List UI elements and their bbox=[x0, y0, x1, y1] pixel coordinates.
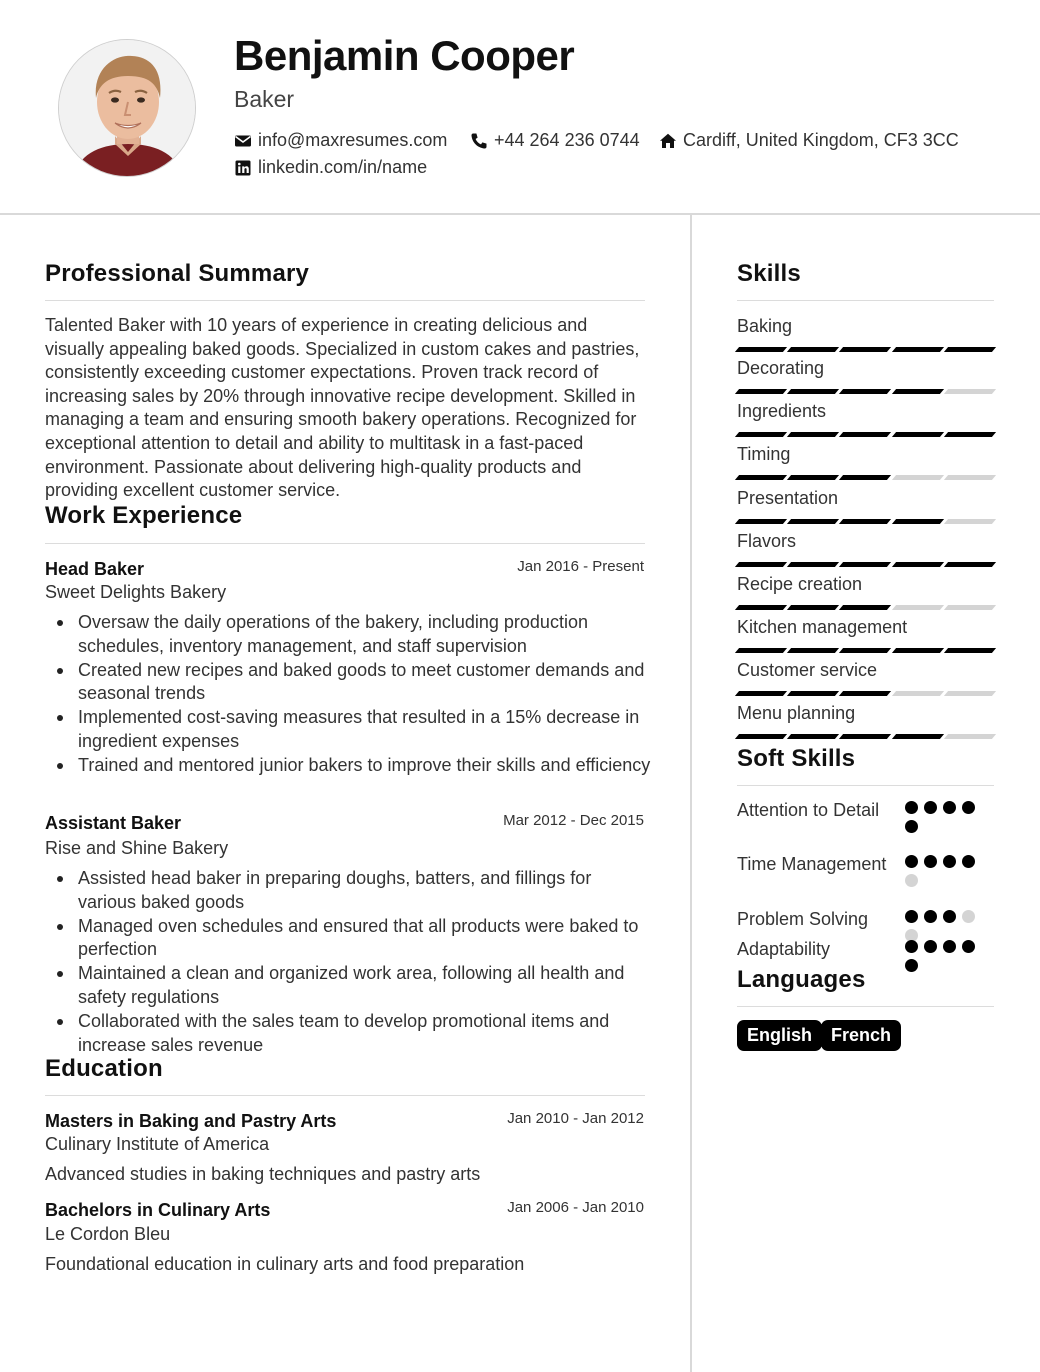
skill-name: Timing bbox=[737, 444, 791, 464]
skill-level-segment bbox=[735, 519, 787, 524]
skill-level-segment bbox=[839, 347, 891, 352]
soft-skill-dot bbox=[962, 801, 975, 814]
skill-item bbox=[737, 401, 994, 437]
job-bullet: Assisted head baker in preparing doughs, batters, and fillings for various baked goods bbox=[45, 867, 651, 914]
soft-skill-dots bbox=[905, 855, 985, 887]
home-icon bbox=[659, 132, 677, 150]
skill-level-segment bbox=[839, 475, 891, 480]
skill-name: Kitchen management bbox=[737, 617, 908, 637]
skill-level-segment bbox=[735, 605, 787, 610]
skill-level-segment bbox=[787, 734, 839, 739]
skill-level-segment bbox=[892, 519, 944, 524]
job-bullet: Implemented cost-saving measures that resulted in a 15% decrease in ingredient expenses bbox=[45, 706, 651, 753]
skill-level-segment bbox=[944, 347, 996, 352]
contact-address-text: Cardiff, United Kingdom, CF3 3CC bbox=[683, 130, 959, 150]
skill-level-bar bbox=[737, 432, 994, 437]
skill-level-segment bbox=[944, 691, 996, 696]
soft-skill-dot bbox=[905, 820, 918, 833]
contact-phone[interactable] bbox=[470, 130, 640, 151]
contact-linkedin[interactable] bbox=[234, 157, 427, 178]
soft-skills-rule bbox=[737, 785, 994, 786]
profile-photo-illustration bbox=[59, 40, 196, 177]
skill-level-segment bbox=[735, 475, 787, 480]
skill-level-segment bbox=[839, 562, 891, 567]
soft-skill-dot bbox=[943, 940, 956, 953]
skill-level-segment bbox=[944, 389, 996, 394]
skill-level-segment bbox=[787, 389, 839, 394]
education-degree: Masters in Baking and Pastry Arts bbox=[45, 1111, 337, 1131]
skill-level-bar bbox=[737, 562, 994, 567]
skill-level-segment bbox=[892, 605, 944, 610]
skill-level-segment bbox=[787, 347, 839, 352]
soft-skill-dot bbox=[962, 940, 975, 953]
contact-email[interactable] bbox=[234, 130, 447, 151]
education-degree: Bachelors in Culinary Arts bbox=[45, 1200, 271, 1220]
summary-text: Talented Baker with 10 years of experience in creating delicious and visually appealing baked goods. Specialized in custom cakes and pastries, consistently exceeding customer expectations. Proven track record of increasing sales by 20% through innovative recipe development. Skilled in managing a team and ensuring smooth bakery operations. Recognized for exceptional attention to detail and ability to multitask in a fast-paced environment. Passionate about delivering high-quality products and providing excellent customer service. bbox=[45, 315, 640, 501]
soft-skill-dot bbox=[924, 910, 937, 923]
envelope-icon bbox=[234, 132, 252, 150]
soft-skill-dot bbox=[943, 910, 956, 923]
soft-skill-dots bbox=[905, 801, 985, 833]
skill-item bbox=[737, 574, 994, 610]
skill-level-segment bbox=[735, 691, 787, 696]
soft-skill-dot bbox=[962, 855, 975, 868]
soft-skill-dot bbox=[905, 855, 918, 868]
skill-level-segment bbox=[787, 519, 839, 524]
education-school: Culinary Institute of America bbox=[45, 1134, 270, 1154]
skill-level-segment bbox=[787, 475, 839, 480]
experience-rule bbox=[45, 543, 645, 544]
job-bullet: Trained and mentored junior bakers to improve their skills and efficiency bbox=[45, 754, 651, 778]
skill-item bbox=[737, 444, 994, 480]
skill-level-bar bbox=[737, 347, 994, 352]
soft-skill-dot bbox=[924, 940, 937, 953]
soft-skill-dots bbox=[905, 910, 985, 942]
skill-level-segment bbox=[839, 519, 891, 524]
skill-item bbox=[737, 703, 994, 739]
candidate-name: Benjamin Cooper bbox=[234, 32, 575, 79]
linkedin-icon bbox=[234, 159, 252, 177]
education-rule bbox=[45, 1095, 645, 1096]
job-bullets bbox=[45, 611, 651, 778]
skill-level-bar bbox=[737, 519, 994, 524]
soft-skill-name: Problem Solving bbox=[737, 909, 869, 929]
skill-level-segment bbox=[944, 734, 996, 739]
soft-skill-dot bbox=[943, 801, 956, 814]
job-company: Sweet Delights Bakery bbox=[45, 582, 227, 602]
education-description: Advanced studies in baking techniques and pastry arts bbox=[45, 1164, 481, 1184]
skill-level-bar bbox=[737, 475, 994, 480]
skill-level-segment bbox=[944, 519, 996, 524]
soft-skill-name: Attention to Detail bbox=[737, 800, 880, 820]
candidate-title: Baker bbox=[234, 86, 295, 112]
soft-skill-dot bbox=[905, 910, 918, 923]
job-bullets bbox=[45, 867, 651, 1058]
contact-address bbox=[659, 130, 959, 151]
skill-level-segment bbox=[892, 648, 944, 653]
skill-level-segment bbox=[944, 648, 996, 653]
languages-heading: Languages bbox=[737, 966, 866, 993]
languages-rule bbox=[737, 1006, 994, 1007]
skill-level-segment bbox=[787, 691, 839, 696]
skill-level-segment bbox=[944, 432, 996, 437]
skill-level-segment bbox=[735, 432, 787, 437]
soft-skill-dot bbox=[924, 855, 937, 868]
phone-icon bbox=[470, 132, 488, 150]
contact-email-text: info@maxresumes.com bbox=[258, 130, 448, 150]
skill-level-segment bbox=[839, 605, 891, 610]
skill-level-segment bbox=[787, 605, 839, 610]
skill-item bbox=[737, 488, 994, 524]
skill-level-segment bbox=[839, 734, 891, 739]
skill-name: Presentation bbox=[737, 488, 839, 508]
education-description: Foundational education in culinary arts and food preparation bbox=[45, 1254, 525, 1274]
job-bullet: Oversaw the daily operations of the bakery, including production schedules, inventory management, and staff supervision bbox=[45, 611, 651, 658]
skill-level-bar bbox=[737, 389, 994, 394]
skill-level-segment bbox=[892, 347, 944, 352]
skill-name: Customer service bbox=[737, 660, 878, 680]
skills-heading: Skills bbox=[737, 260, 801, 287]
skill-item bbox=[737, 660, 994, 696]
resume-header bbox=[0, 0, 1040, 215]
skill-item bbox=[737, 617, 994, 653]
skill-item bbox=[737, 316, 994, 352]
skill-level-bar bbox=[737, 691, 994, 696]
soft-skill-dot bbox=[905, 959, 918, 972]
education-school: Le Cordon Bleu bbox=[45, 1224, 171, 1244]
summary-rule bbox=[45, 300, 645, 301]
job-dates: Jan 2016 - Present bbox=[517, 558, 644, 575]
skill-name: Decorating bbox=[737, 358, 825, 378]
skill-level-segment bbox=[839, 691, 891, 696]
skill-level-segment bbox=[735, 734, 787, 739]
summary-heading: Professional Summary bbox=[45, 260, 310, 287]
language-badge: French bbox=[821, 1020, 901, 1051]
skill-level-segment bbox=[892, 734, 944, 739]
skill-level-segment bbox=[839, 432, 891, 437]
skill-name: Baking bbox=[737, 316, 793, 336]
skill-item bbox=[737, 358, 994, 394]
soft-skill-name: Adaptability bbox=[737, 939, 831, 959]
skill-level-segment bbox=[892, 475, 944, 480]
job-bullet: Collaborated with the sales team to develop promotional items and increase sales revenue bbox=[45, 1010, 651, 1057]
job-bullet: Maintained a clean and organized work area, following all health and safety regulations bbox=[45, 962, 651, 1009]
skill-level-segment bbox=[839, 648, 891, 653]
skill-level-segment bbox=[892, 691, 944, 696]
soft-skill-name: Time Management bbox=[737, 854, 887, 874]
skill-level-segment bbox=[892, 432, 944, 437]
soft-skill-dot bbox=[962, 910, 975, 923]
soft-skills-heading: Soft Skills bbox=[737, 745, 856, 772]
job-dates: Mar 2012 - Dec 2015 bbox=[503, 812, 644, 829]
experience-heading: Work Experience bbox=[45, 502, 243, 529]
skill-level-segment bbox=[735, 389, 787, 394]
job-company: Rise and Shine Bakery bbox=[45, 838, 229, 858]
soft-skill-dot bbox=[905, 801, 918, 814]
skill-item bbox=[737, 531, 994, 567]
job-bullet: Created new recipes and baked goods to meet customer demands and seasonal trends bbox=[45, 659, 651, 706]
soft-skill-dots bbox=[905, 940, 985, 972]
column-divider bbox=[690, 215, 692, 1372]
education-dates: Jan 2010 - Jan 2012 bbox=[507, 1110, 644, 1127]
skill-level-segment bbox=[735, 347, 787, 352]
profile-photo bbox=[58, 39, 196, 177]
job-bullet: Managed oven schedules and ensured that all products were baked to perfection bbox=[45, 915, 651, 962]
soft-skill-dot bbox=[924, 801, 937, 814]
skill-level-segment bbox=[839, 389, 891, 394]
education-dates: Jan 2006 - Jan 2010 bbox=[507, 1199, 644, 1216]
job-role: Head Baker bbox=[45, 559, 145, 579]
skill-level-segment bbox=[944, 475, 996, 480]
skill-name: Recipe creation bbox=[737, 574, 863, 594]
skill-level-segment bbox=[787, 562, 839, 567]
contact-phone-text: +44 264 236 0744 bbox=[494, 130, 640, 150]
skill-level-bar bbox=[737, 648, 994, 653]
soft-skill-dot bbox=[943, 855, 956, 868]
language-badge: English bbox=[737, 1020, 822, 1051]
skill-level-segment bbox=[787, 432, 839, 437]
skill-level-segment bbox=[735, 562, 787, 567]
skill-level-bar bbox=[737, 734, 994, 739]
skill-level-segment bbox=[735, 648, 787, 653]
skill-level-segment bbox=[944, 605, 996, 610]
skill-name: Ingredients bbox=[737, 401, 827, 421]
skill-level-segment bbox=[892, 562, 944, 567]
skills-rule bbox=[737, 300, 994, 301]
skill-level-bar bbox=[737, 605, 994, 610]
skill-name: Menu planning bbox=[737, 703, 856, 723]
contact-linkedin-text: linkedin.com/in/name bbox=[258, 157, 428, 177]
education-heading: Education bbox=[45, 1055, 163, 1082]
skill-name: Flavors bbox=[737, 531, 797, 551]
soft-skill-dot bbox=[905, 940, 918, 953]
soft-skill-dot bbox=[905, 874, 918, 887]
skill-level-segment bbox=[787, 648, 839, 653]
job-role: Assistant Baker bbox=[45, 813, 182, 833]
skill-level-segment bbox=[892, 389, 944, 394]
skill-level-segment bbox=[944, 562, 996, 567]
